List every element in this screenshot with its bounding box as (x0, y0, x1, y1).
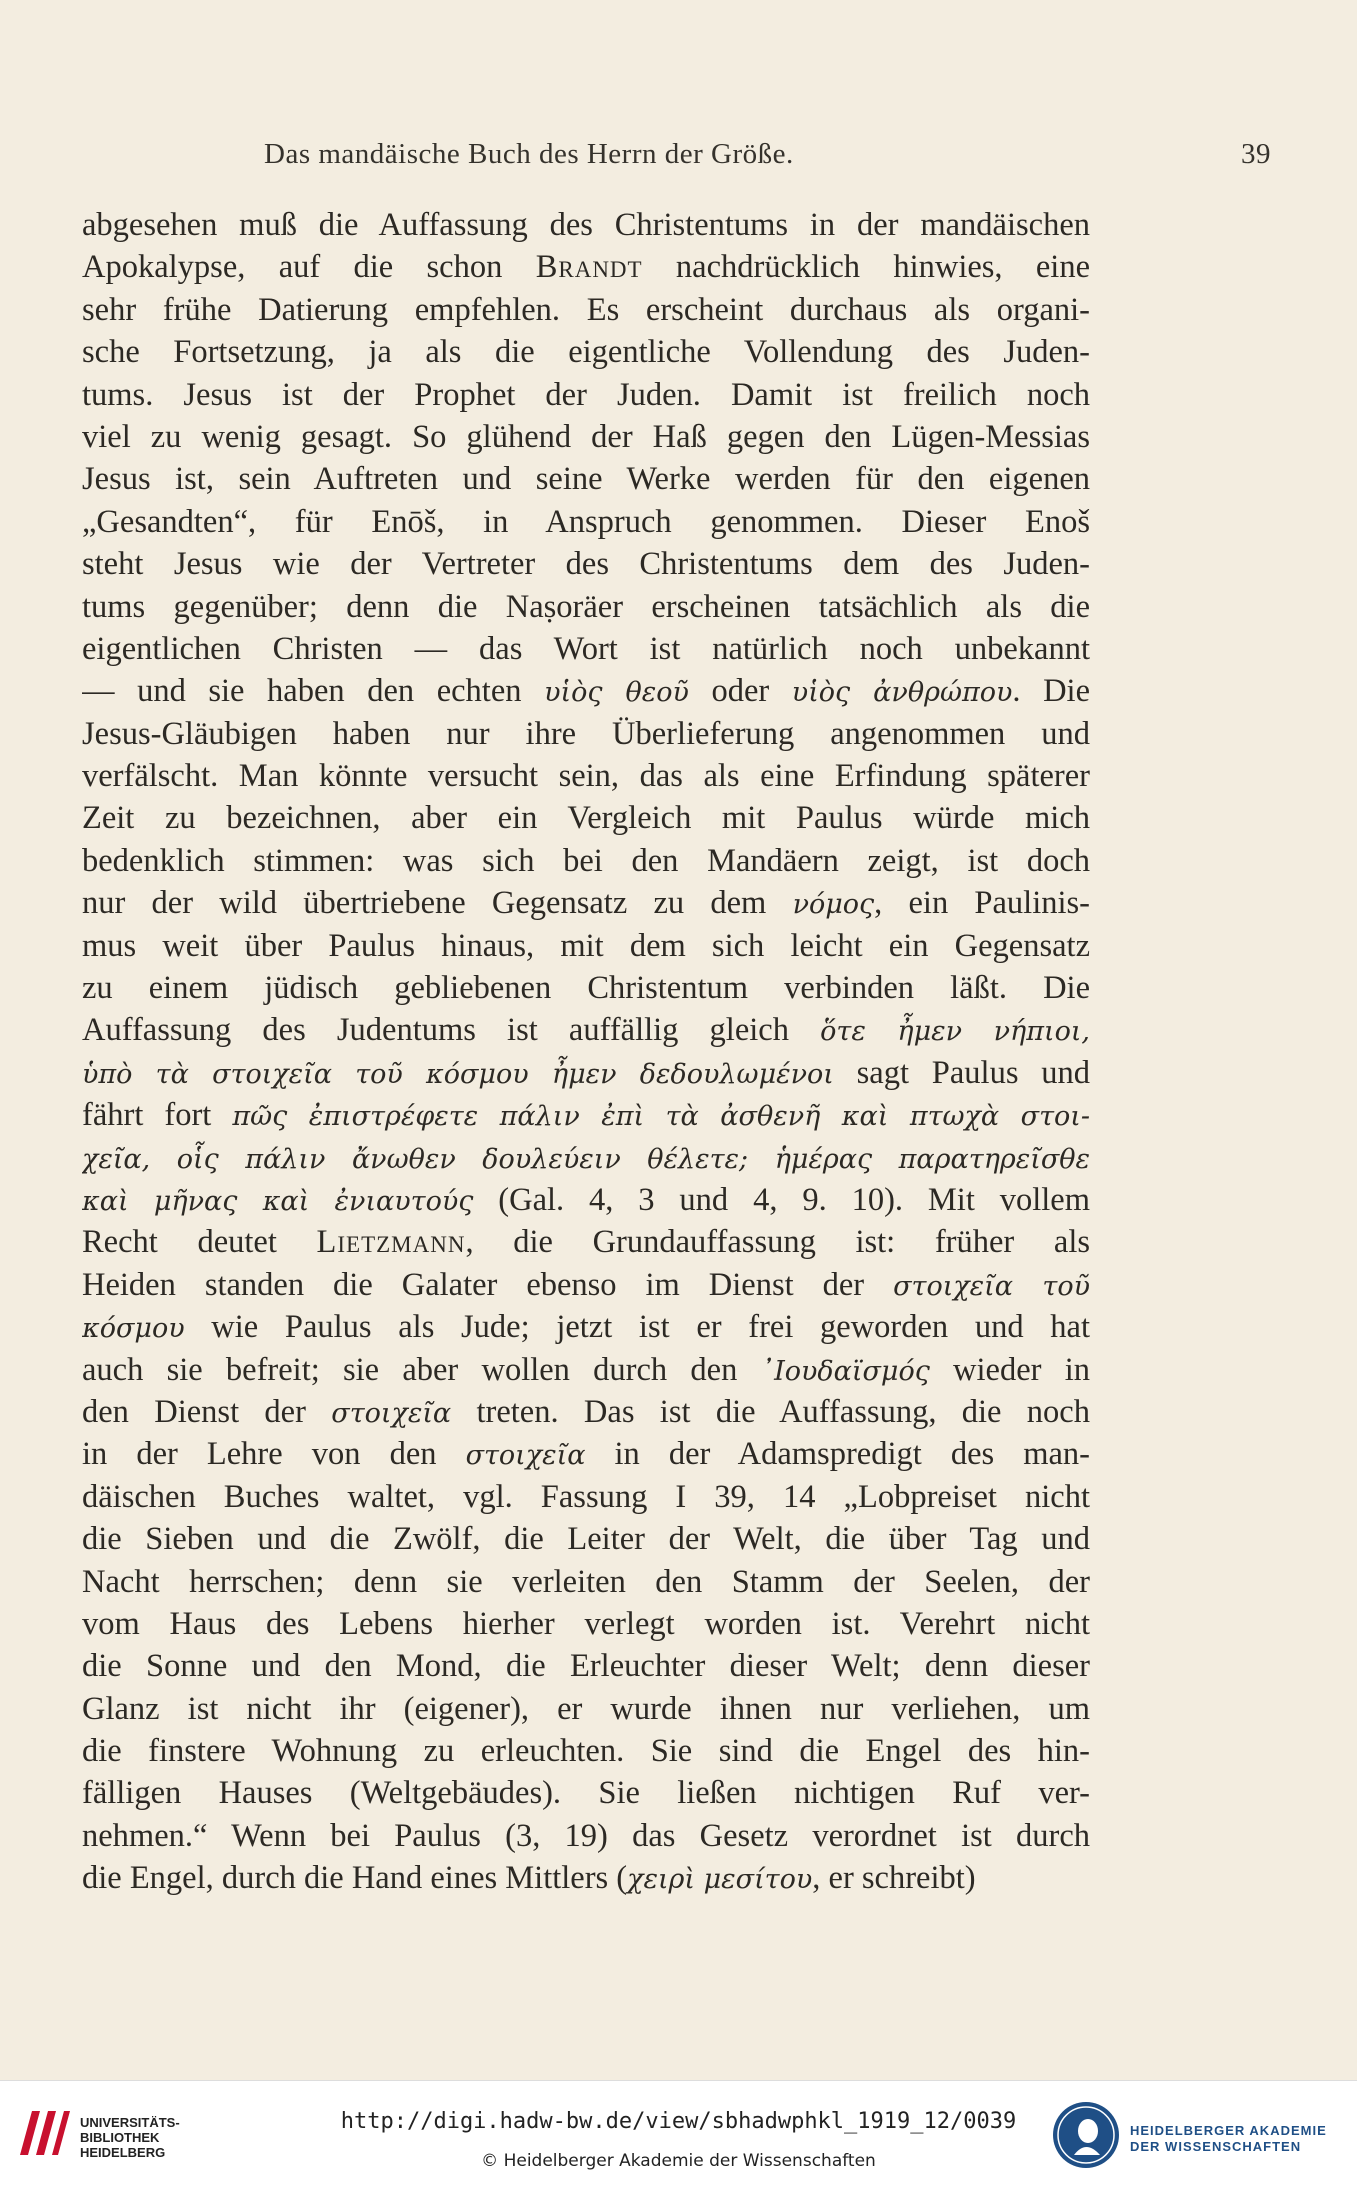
text-run: die Sonne und den Mond, die Erleuchter dieser Welt; denn dieser (82, 1648, 1090, 1685)
text-run: , die Grundauffassung ist: früher als (465, 1224, 1090, 1261)
text-line (82, 1730, 1090, 1772)
footer-bar (0, 2080, 1357, 2187)
copyright-text: © Heidelberger Akademie der Wissenschaften (481, 2151, 876, 2171)
running-head (264, 138, 1271, 174)
text-line (82, 713, 1090, 755)
greek-quote: ὅτε ἦμεν νήπιοι, (820, 1016, 1090, 1048)
text-run: vom Haus des Lebens hierher verlegt worden ist. Verehrt nicht (82, 1605, 1090, 1642)
text-run: fährt fort (82, 1097, 233, 1134)
text-line (82, 1052, 1090, 1094)
text-run: . Die (1012, 673, 1090, 710)
text-run: „Gesandten“, für Enōš, in Anspruch genommen. Dieser Enoš (82, 503, 1090, 540)
text-line (82, 458, 1090, 500)
text-run: Nacht herrschen; denn sie verleiten den Stamm der Seelen, der (82, 1563, 1090, 1600)
text-run: nur der wild übertriebene Gegensatz zu dem (82, 885, 793, 922)
text-run: nehmen.“ Wenn bei Paulus (3, 19) das Gesetz verordnet ist durch (82, 1817, 1090, 1854)
text-run: oder (688, 673, 792, 710)
greek-quote: χεῖα, οἷς πάλιν ἄνωθεν δουλεύειν θέλετε; ἡμέρας παρατηρεῖσθε (82, 1143, 1090, 1175)
greek-quote: πῶς ἐπιστρέφετε πάλιν ἐπὶ τὰ ἀσθενῆ καὶ πτωχὰ στοι- (232, 1101, 1090, 1133)
text-run: bedenklich stimmen: was sich bei den Mandäern zeigt, ist doch (82, 842, 1090, 879)
text-run: abgesehen muß die Auffassung des Christentums in der mandäischen (82, 207, 1090, 243)
greek-quote: χειρὶ μεσίτου (627, 1864, 813, 1896)
text-run: in der Adamspredigt des man- (585, 1436, 1090, 1473)
text-line (82, 670, 1090, 712)
text-line (82, 586, 1090, 628)
text-line (82, 204, 1090, 246)
text-run: tums gegenüber; denn die Naṣoräer erscheinen tatsächlich als die (82, 588, 1090, 625)
text-run: , ein Paulinis- (874, 885, 1090, 922)
text-line (82, 1349, 1090, 1391)
text-line (82, 1645, 1090, 1687)
academy-line: HEIDELBERGER AKADEMIE (1130, 2123, 1327, 2138)
text-line (82, 246, 1090, 288)
text-line (82, 416, 1090, 458)
text-line (82, 1391, 1090, 1433)
text-line (82, 1476, 1090, 1518)
text-run: steht Jesus wie der Vertreter des Christentums dem des Juden- (82, 546, 1090, 583)
text-line (82, 331, 1090, 373)
greek-quote: υἱὸς θεοῦ (544, 677, 689, 709)
text-run: nachdrücklich hinwies, eine (642, 249, 1090, 286)
text-run: däischen Buches waltet, vgl. Fassung I 39, 14 „Lobpreiset nicht (82, 1478, 1090, 1515)
text-run: — und sie haben den echten (82, 673, 545, 710)
text-run: verfälscht. Man könnte versucht sein, das als eine Erfindung späterer (82, 758, 1090, 795)
page-number: 39 (1241, 138, 1271, 170)
text-line (82, 1137, 1090, 1179)
text-run: Recht deutet (82, 1224, 317, 1261)
text-line (82, 1264, 1090, 1306)
text-line (82, 1179, 1090, 1221)
greek-quote: υἱὸς ἀνθρώπου (791, 677, 1013, 709)
text-run: fälligen Hauses (Weltgebäudes). Sie ließen nichtigen Ruf ver- (82, 1775, 1090, 1812)
ub-line: UNIVERSITÄTS- (80, 2115, 180, 2130)
greek-quote: νόμος (792, 889, 875, 921)
text-line (82, 1772, 1090, 1814)
text-run: Apokalypse, auf die schon (82, 249, 536, 286)
text-run: Jesus-Gläubigen haben nur ihre Überlieferung angenommen und (82, 715, 1090, 752)
greek-quote: ὑπὸ τὰ στοιχεῖα τοῦ κόσμου ἦμεν δεδουλωμένοι (82, 1058, 834, 1090)
greek-quote: στοιχεῖα τοῦ (893, 1270, 1090, 1302)
text-run: zu einem jüdisch gebliebenen Christentum verbinden läßt. Die (82, 970, 1090, 1007)
ub-line: HEIDELBERG (80, 2145, 166, 2160)
text-line (82, 1306, 1090, 1348)
text-line (82, 1518, 1090, 1560)
running-head-title: Das mandäische Buch des Herrn der Größe. (264, 138, 794, 170)
text-line (82, 1603, 1090, 1645)
text-run: die finstere Wohnung zu erleuchten. Sie sind die Engel des hin- (82, 1733, 1090, 1770)
text-run: tums. Jesus ist der Prophet der Juden. Damit ist freilich noch (82, 376, 1090, 413)
text-run: mus weit über Paulus hinaus, mit dem sich leicht ein Gegensatz (82, 927, 1090, 964)
text-run: sagt Paulus und (833, 1054, 1090, 1091)
text-run: (Gal. 4, 3 und 4, 9. 10). Mit vollem (473, 1181, 1090, 1218)
greek-quote: στοιχεῖα (465, 1440, 586, 1472)
text-run: viel zu wenig gesagt. So glühend der Haß gegen den Lügen-Messias (82, 418, 1090, 455)
text-run: eigentlichen Christen — das Wort ist natürlich noch unbekannt (82, 630, 1090, 667)
greek-quote: καὶ μῆνας καὶ ἐνιαυτούς (82, 1185, 474, 1217)
greek-quote: ᾿Ιουδαϊσμός (760, 1355, 930, 1387)
text-line (82, 1815, 1090, 1857)
academy-name (1130, 2123, 1327, 2155)
text-line (82, 840, 1090, 882)
text-run: wieder in (929, 1351, 1090, 1388)
text-line (82, 1857, 1090, 1899)
text-line (82, 501, 1090, 543)
text-line (82, 628, 1090, 670)
text-run: wie Paulus als Jude; jetzt ist er frei geworden und hat (184, 1309, 1090, 1346)
text-line (82, 797, 1090, 839)
text-run: sehr frühe Datierung empfehlen. Es erscheint durchaus als organi- (82, 291, 1090, 328)
text-run: Jesus ist, sein Auftreten und seine Werke werden für den eigenen (82, 461, 1090, 498)
text-line (82, 1009, 1090, 1051)
academy-seal-icon (1050, 2099, 1122, 2171)
greek-quote: στοιχεῖα (331, 1397, 452, 1429)
text-line (82, 967, 1090, 1009)
ub-line: BIBLIOTHEK (80, 2130, 160, 2145)
text-run: Heiden standen die Galater ebenso im Dienst der (82, 1266, 894, 1303)
text-run: Glanz ist nicht ihr (eigener), er wurde ihnen nur verliehen, um (82, 1690, 1090, 1727)
text-line (82, 882, 1090, 924)
text-line (82, 925, 1090, 967)
text-run: die Engel, durch die Hand eines Mittlers ( (82, 1860, 628, 1897)
author-name: Brandt (535, 249, 643, 286)
text-line (82, 1094, 1090, 1136)
text-line (82, 1221, 1090, 1263)
academy-line: DER WISSENSCHAFTEN (1130, 2139, 1302, 2154)
text-run: Auffassung des Judentums ist auffällig gleich (82, 1012, 821, 1049)
text-line (82, 1561, 1090, 1603)
text-line (82, 1433, 1090, 1475)
greek-quote: κόσμου (82, 1313, 185, 1345)
text-line (82, 543, 1090, 585)
text-run: Zeit zu bezeichnen, aber ein Vergleich mit Paulus würde mich (82, 800, 1090, 837)
text-line (82, 1688, 1090, 1730)
text-run: , er schreibt) (812, 1860, 976, 1897)
text-line (82, 755, 1090, 797)
author-name: Lietzmann (316, 1224, 466, 1261)
body-text (82, 204, 1090, 1900)
text-run: den Dienst der (82, 1393, 332, 1430)
text-run: sche Fortsetzung, ja als die eigentliche Vollendung des Juden- (82, 334, 1090, 371)
permalink[interactable]: http://digi.hadw-bw.de/view/sbhadwphkl_1919_12/0039 (340, 2109, 1017, 2134)
text-line (82, 289, 1090, 331)
text-run: auch sie befreit; sie aber wollen durch den (82, 1351, 761, 1388)
text-run: treten. Das ist die Auffassung, die noch (451, 1393, 1090, 1430)
text-run: in der Lehre von den (82, 1436, 466, 1473)
text-line (82, 374, 1090, 416)
text-run: die Sieben und die Zwölf, die Leiter der Welt, die über Tag und (82, 1521, 1090, 1558)
